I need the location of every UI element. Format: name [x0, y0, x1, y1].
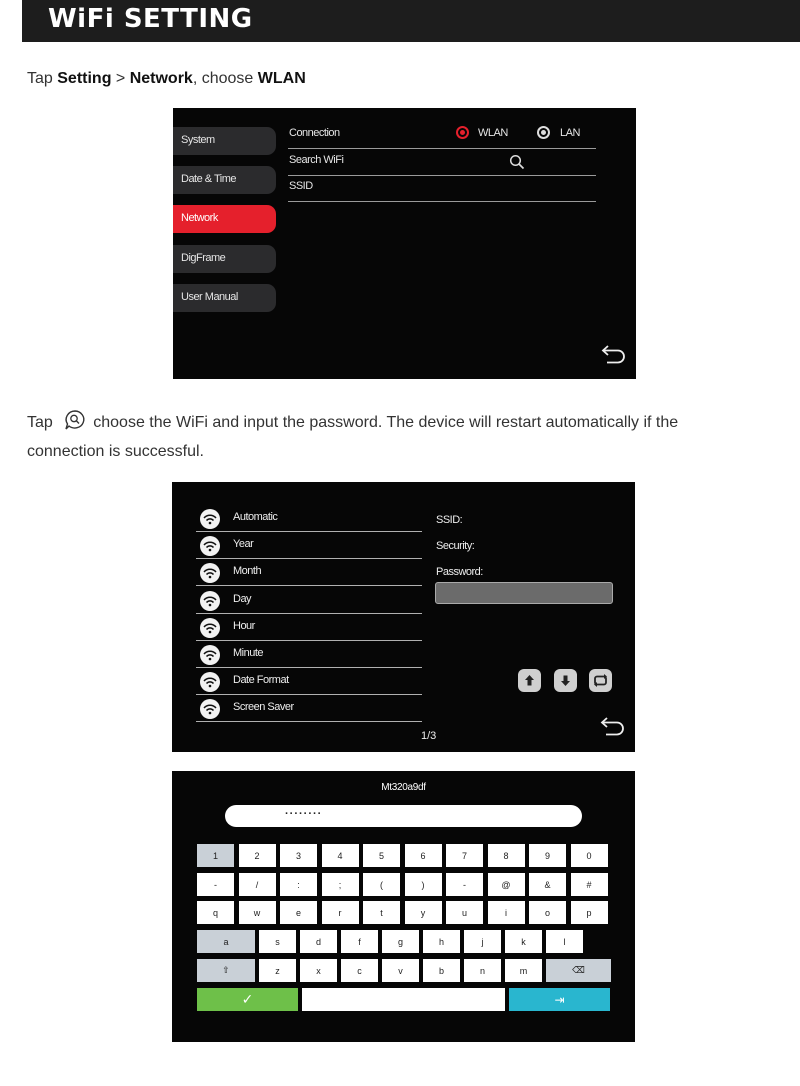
security-info-label: Security: — [436, 540, 475, 552]
password-input[interactable] — [435, 582, 613, 604]
scroll-down-button[interactable] — [554, 669, 577, 692]
lan-radio[interactable] — [537, 126, 550, 139]
key-1-8[interactable]: & — [529, 873, 566, 896]
wlan-radio[interactable] — [456, 126, 469, 139]
key-4-3[interactable]: c — [341, 959, 378, 982]
key-2-4[interactable]: t — [363, 901, 400, 924]
wifi-list-item[interactable] — [196, 695, 422, 722]
wifi-list-item-label: Screen Saver — [233, 701, 294, 714]
step1-choose-text: , choose — [192, 70, 258, 87]
key-1-0[interactable]: - — [197, 873, 234, 896]
ssid-row — [288, 176, 596, 202]
wifi-icon — [200, 509, 220, 529]
key-3-7[interactable]: k — [505, 930, 542, 953]
key-4-6[interactable]: n — [464, 959, 501, 982]
backspace-key[interactable]: ⌫ — [546, 959, 611, 982]
wifi-icon — [200, 645, 220, 665]
arrow-up-icon — [518, 669, 541, 692]
password-mask: ········ — [285, 808, 323, 820]
key-0-7[interactable]: 8 — [488, 844, 525, 867]
key-4-4[interactable]: v — [382, 959, 419, 982]
key-1-6[interactable]: - — [446, 873, 483, 896]
lan-label: LAN — [560, 127, 580, 139]
step1-wlan-text: WLAN — [257, 70, 306, 87]
step2-instruction-line2: connection is successful. — [27, 443, 204, 460]
key-3-2[interactable]: d — [300, 930, 337, 953]
arrow-down-icon — [554, 669, 577, 692]
scroll-up-button[interactable] — [518, 669, 541, 692]
wifi-icon — [200, 563, 220, 583]
key-4-7[interactable]: m — [505, 959, 542, 982]
wifi-list-item-label: Day — [233, 592, 252, 605]
step1-instruction — [27, 64, 306, 93]
key-2-6[interactable]: u — [446, 901, 483, 924]
space-key[interactable] — [302, 988, 505, 1011]
password-field[interactable] — [225, 805, 582, 827]
wifi-list-item-label: Date Format — [233, 674, 289, 687]
wifi-icon — [200, 536, 220, 556]
wifi-list-item-label: Year — [233, 538, 254, 551]
wifi-list-item-label: Minute — [233, 647, 264, 659]
network-settings-screen — [173, 108, 636, 379]
menu-item-date-time[interactable]: Date & Time — [173, 166, 276, 194]
selected-ssid: Mt320a9df — [381, 782, 426, 793]
ssid-label: SSID — [289, 180, 313, 192]
key-3-6[interactable]: j — [464, 930, 501, 953]
page-title: WiFi SETTING — [48, 4, 253, 34]
key-2-0[interactable]: q — [197, 901, 234, 924]
search-wifi-label: Search WiFi — [289, 154, 344, 166]
menu-item-system[interactable]: System — [173, 127, 276, 155]
refresh-button[interactable] — [589, 669, 612, 692]
key-3-8[interactable]: l — [546, 930, 583, 953]
confirm-key[interactable]: ✓ — [197, 988, 298, 1011]
key-0-8[interactable]: 9 — [529, 844, 566, 867]
refresh-icon — [589, 669, 612, 692]
menu-item-user-manual[interactable]: User Manual — [173, 284, 276, 312]
key-2-5[interactable]: y — [405, 901, 442, 924]
wifi-list-item[interactable] — [196, 559, 422, 586]
shift-key[interactable]: ⇧ — [197, 959, 255, 982]
wifi-list-item-label: Automatic — [233, 511, 278, 523]
wifi-icon — [200, 699, 220, 719]
back-arrow-icon[interactable] — [601, 342, 629, 364]
key-0-4[interactable]: 5 — [363, 844, 400, 867]
wifi-icon — [200, 672, 220, 692]
connection-label: Connection — [289, 127, 340, 139]
wifi-list-screen — [172, 482, 635, 752]
key-0-1[interactable]: 2 — [239, 844, 276, 867]
title-bar — [22, 0, 800, 42]
key-1-4[interactable]: ( — [363, 873, 400, 896]
key-0-6[interactable]: 7 — [446, 844, 483, 867]
key-2-2[interactable]: e — [280, 901, 317, 924]
wifi-icon — [200, 618, 220, 638]
key-4-2[interactable]: x — [300, 959, 337, 982]
key-2-8[interactable]: o — [529, 901, 566, 924]
key-3-4[interactable]: g — [382, 930, 419, 953]
step1-network-text: Network — [129, 70, 193, 87]
key-1-3[interactable]: ; — [322, 873, 359, 896]
key-2-1[interactable]: w — [239, 901, 276, 924]
enter-key[interactable]: ⇥ — [509, 988, 610, 1011]
wifi-list-item-label: Hour — [233, 619, 255, 632]
magnifier-icon[interactable] — [509, 154, 525, 170]
password-info-label: Password: — [436, 566, 483, 578]
step2-instruction — [27, 408, 678, 437]
step1-tap-text: Tap — [27, 70, 58, 87]
key-2-3[interactable]: r — [322, 901, 359, 924]
key-0-5[interactable]: 6 — [405, 844, 442, 867]
menu-item-digframe[interactable]: DigFrame — [173, 245, 276, 273]
key-2-7[interactable]: i — [488, 901, 525, 924]
password-keyboard-screen — [172, 771, 635, 1042]
back-arrow-icon[interactable] — [600, 714, 628, 736]
wifi-list-item-label: Month — [233, 565, 262, 578]
connection-row — [288, 123, 596, 149]
key-0-2[interactable]: 3 — [280, 844, 317, 867]
key-4-1[interactable]: z — [259, 959, 296, 982]
search-wifi-row[interactable] — [288, 150, 596, 176]
key-4-5[interactable]: b — [423, 959, 460, 982]
step2-rest-text: choose the WiFi and input the password. The device will restart automatically if the — [93, 414, 679, 431]
key-1-5[interactable]: ) — [405, 873, 442, 896]
step1-separator: > — [111, 70, 130, 87]
wifi-list-item[interactable] — [196, 587, 422, 614]
key-0-9[interactable]: 0 — [571, 844, 608, 867]
key-3-3[interactable]: f — [341, 930, 378, 953]
menu-item-network[interactable]: Network — [173, 205, 276, 233]
key-3-1[interactable]: s — [259, 930, 296, 953]
key-1-2[interactable]: : — [280, 873, 317, 896]
wifi-list-item[interactable] — [196, 532, 422, 559]
key-a[interactable]: a — [197, 930, 255, 953]
key-0-3[interactable]: 4 — [322, 844, 359, 867]
wifi-list-item[interactable] — [196, 668, 422, 695]
key-1-7[interactable]: @ — [488, 873, 525, 896]
key-2-9[interactable]: p — [571, 901, 608, 924]
wifi-icon — [200, 591, 220, 611]
search-bubble-icon — [63, 409, 87, 431]
wifi-list-item[interactable] — [196, 641, 422, 668]
step1-setting-text: Setting — [57, 70, 112, 87]
page-indicator: 1/3 — [421, 730, 437, 742]
key-3-5[interactable]: h — [423, 930, 460, 953]
wifi-list-item[interactable] — [196, 614, 422, 641]
ssid-info-label: SSID: — [436, 514, 463, 526]
step2-tap-text: Tap — [27, 414, 53, 431]
key-1-9[interactable]: # — [571, 873, 608, 896]
wifi-list-item[interactable] — [196, 505, 422, 532]
key-1-1[interactable]: / — [239, 873, 276, 896]
key-0-0[interactable]: 1 — [197, 844, 234, 867]
wlan-label: WLAN — [478, 127, 508, 139]
